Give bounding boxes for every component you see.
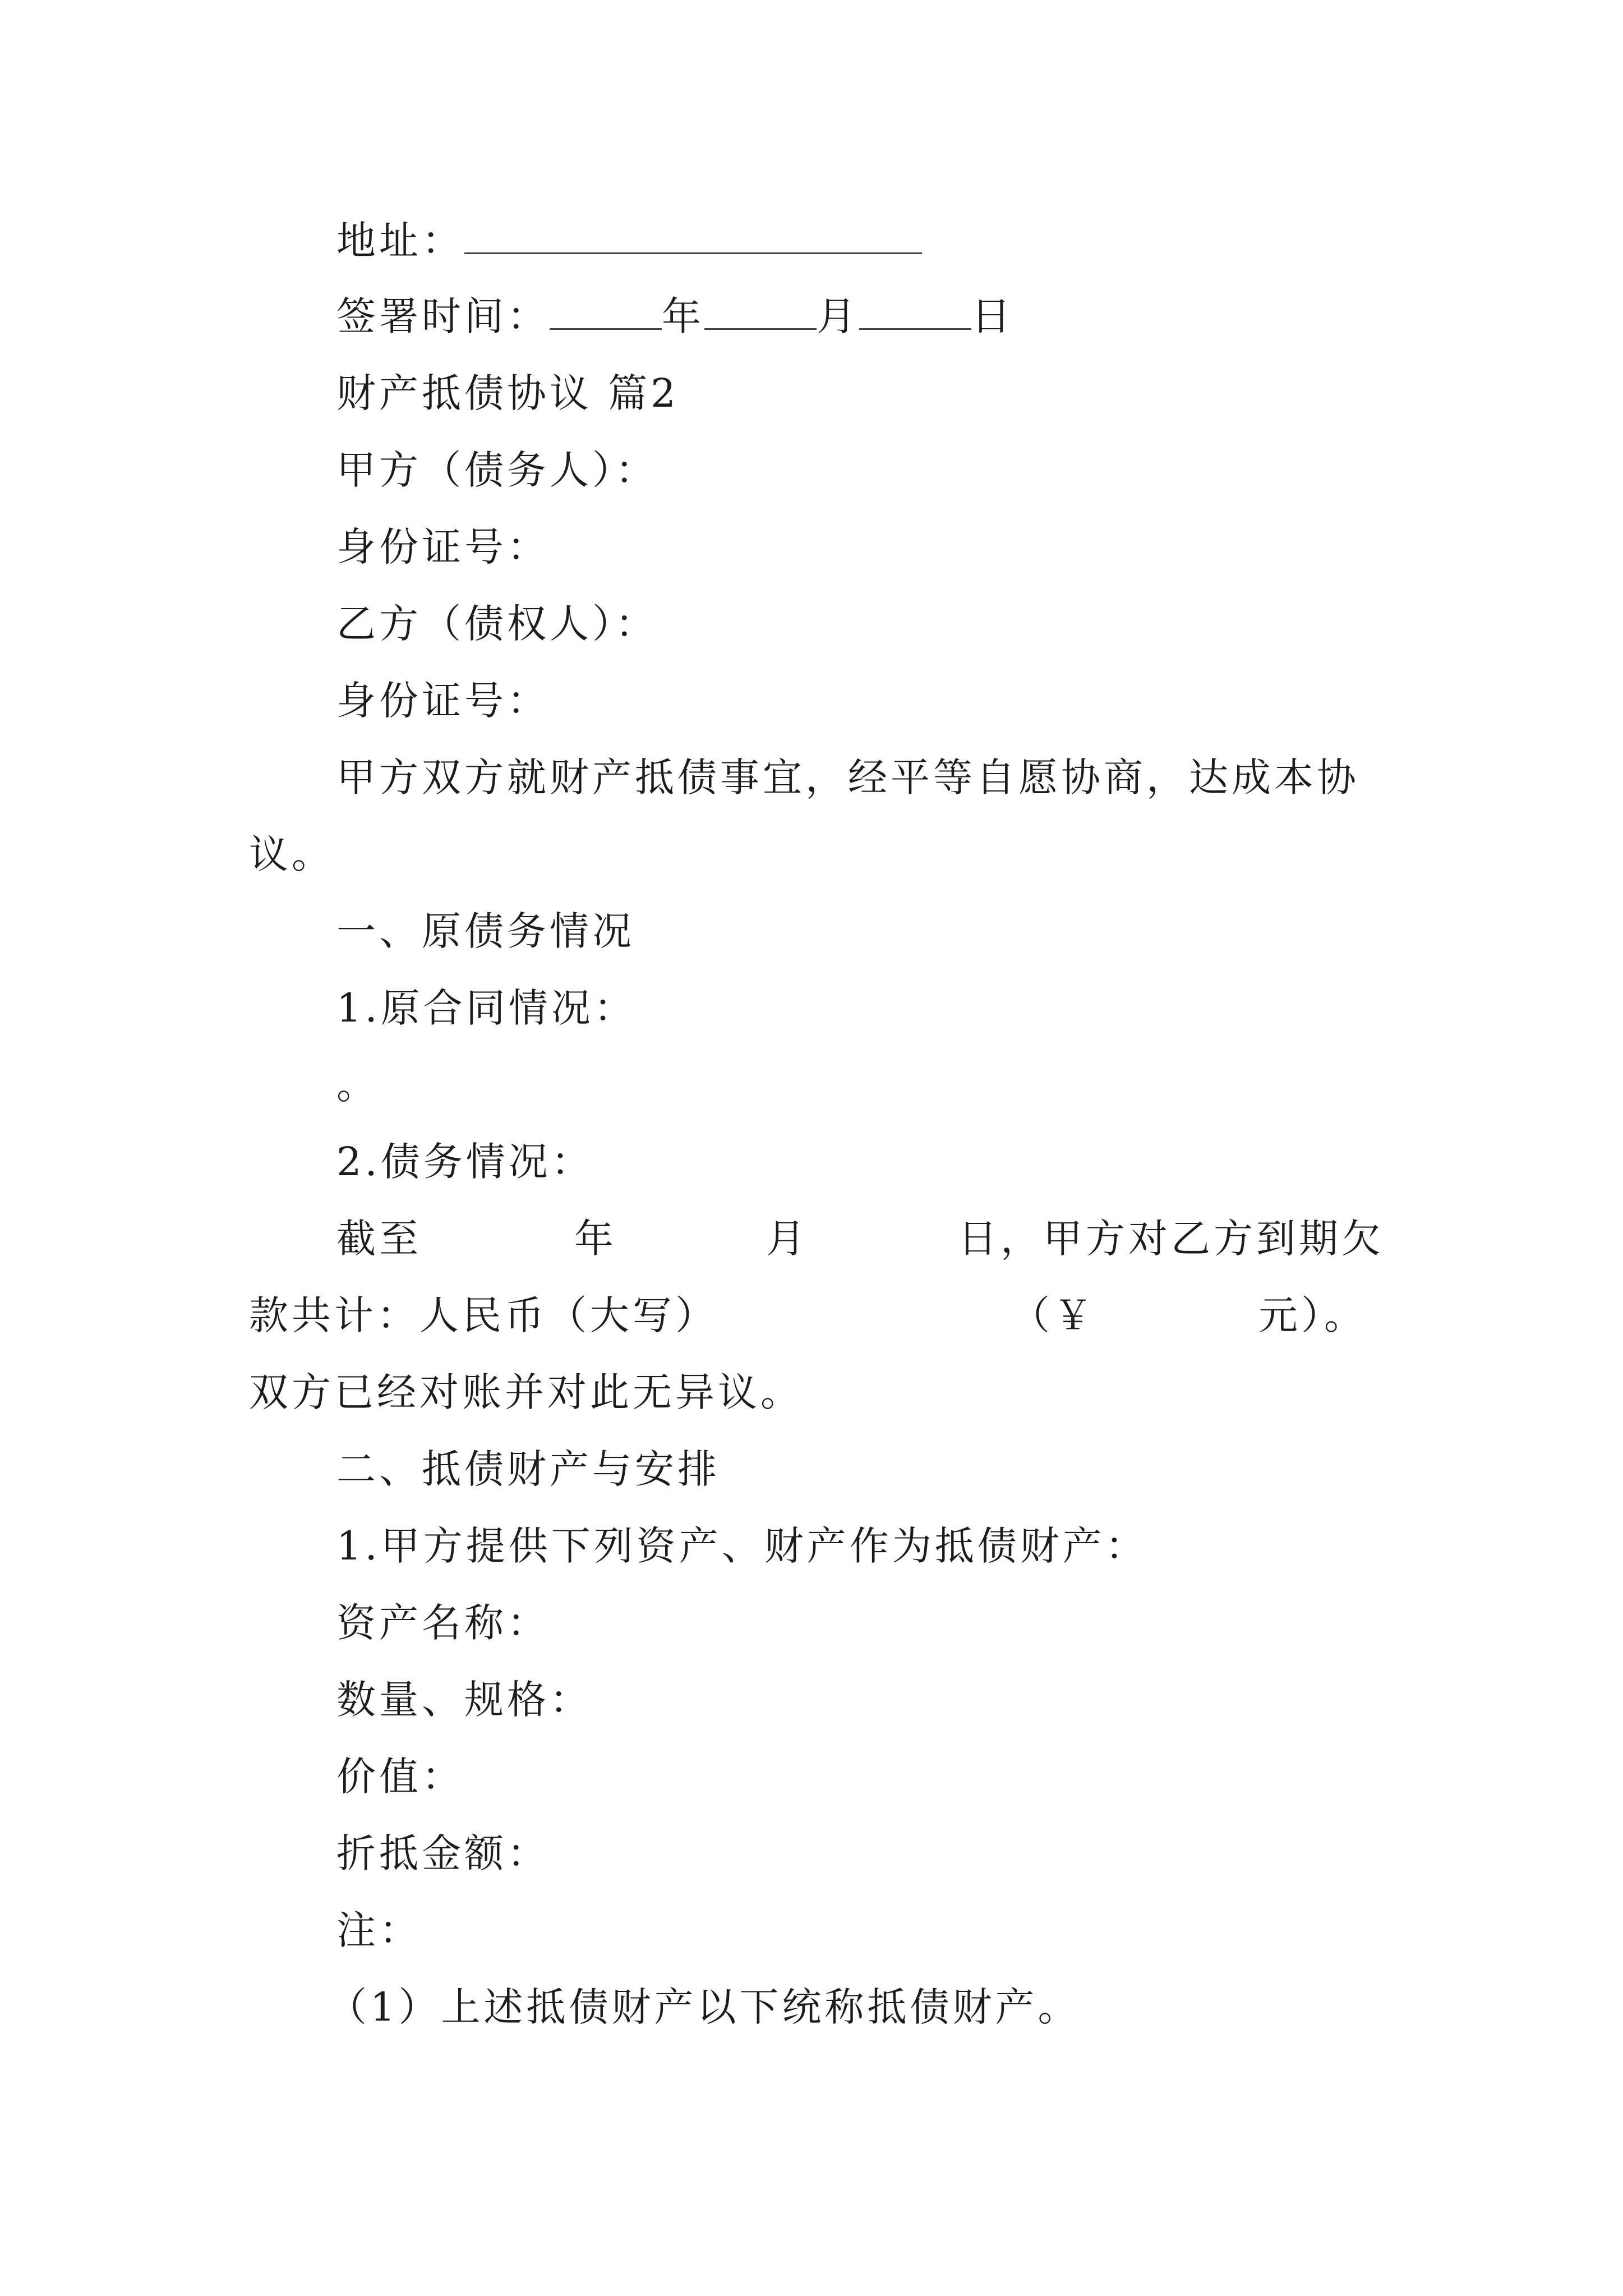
- original-contract-period: 。: [336, 1062, 379, 1108]
- asset-name-label: 资产名称：: [336, 1600, 550, 1646]
- signing-month-blank[interactable]: [704, 326, 817, 330]
- debt-line-3: 双方已经对账并对此无异议。: [249, 1369, 803, 1415]
- signing-time-label: 签署时间：: [336, 293, 550, 339]
- intro-line-2: 议。: [249, 831, 334, 877]
- note-label: 注：: [336, 1907, 422, 1953]
- debt-line-1: [336, 1216, 1384, 1262]
- intro-line-1: 甲方双方就财产抵债事宜，经平等自愿协商，达成本协: [336, 754, 1359, 800]
- original-contract-label: 1.原合同情况：: [336, 985, 637, 1031]
- debt-amount-words-label: 款共计：人民币（大写）: [249, 1292, 718, 1338]
- signing-year-label: 年: [662, 293, 704, 339]
- section-2-title: 二、抵债财产与安排: [336, 1446, 720, 1492]
- party-a-id-label: 身份证号：: [336, 524, 550, 570]
- signing-day-blank[interactable]: [859, 326, 971, 330]
- party-b-id-label: 身份证号：: [336, 678, 550, 724]
- debt-day-clause: 日，甲方对乙方到期欠: [958, 1216, 1384, 1262]
- signing-year-blank[interactable]: [550, 326, 662, 330]
- debt-as-of: 截至: [336, 1216, 422, 1262]
- signing-month-label: 月: [817, 293, 859, 339]
- debt-amount-figure-close: 元）。: [1258, 1292, 1367, 1338]
- signing-time-line: [336, 293, 1014, 339]
- debt-amount-figure-open: （￥: [1011, 1292, 1096, 1338]
- address-line: [336, 218, 922, 264]
- signing-day-label: 日: [971, 293, 1014, 339]
- debt-month: 月: [766, 1216, 805, 1262]
- debt-year: 年: [574, 1216, 614, 1262]
- debt-status-label: 2.债务情况：: [336, 1139, 594, 1185]
- party-a-label: 甲方（债务人）：: [336, 447, 658, 493]
- quantity-spec-label: 数量、规格：: [336, 1677, 592, 1723]
- address-label: 地址：: [336, 218, 464, 264]
- address-blank[interactable]: [464, 250, 922, 254]
- note-item-1: （1）上述抵债财产以下统称抵债财产。: [328, 1984, 1081, 2030]
- agreement-heading: 财产抵债协议 篇2: [336, 370, 679, 416]
- section-1-title: 一、原债务情况: [336, 908, 635, 954]
- debt-line-2: [249, 1292, 1384, 1338]
- collateral-item-1: 1.甲方提供下列资产、财产作为抵债财产：: [336, 1523, 1148, 1569]
- party-b-label: 乙方（债权人）：: [336, 601, 658, 647]
- offset-amount-label: 折抵金额：: [336, 1830, 550, 1876]
- value-label: 价值：: [336, 1754, 464, 1800]
